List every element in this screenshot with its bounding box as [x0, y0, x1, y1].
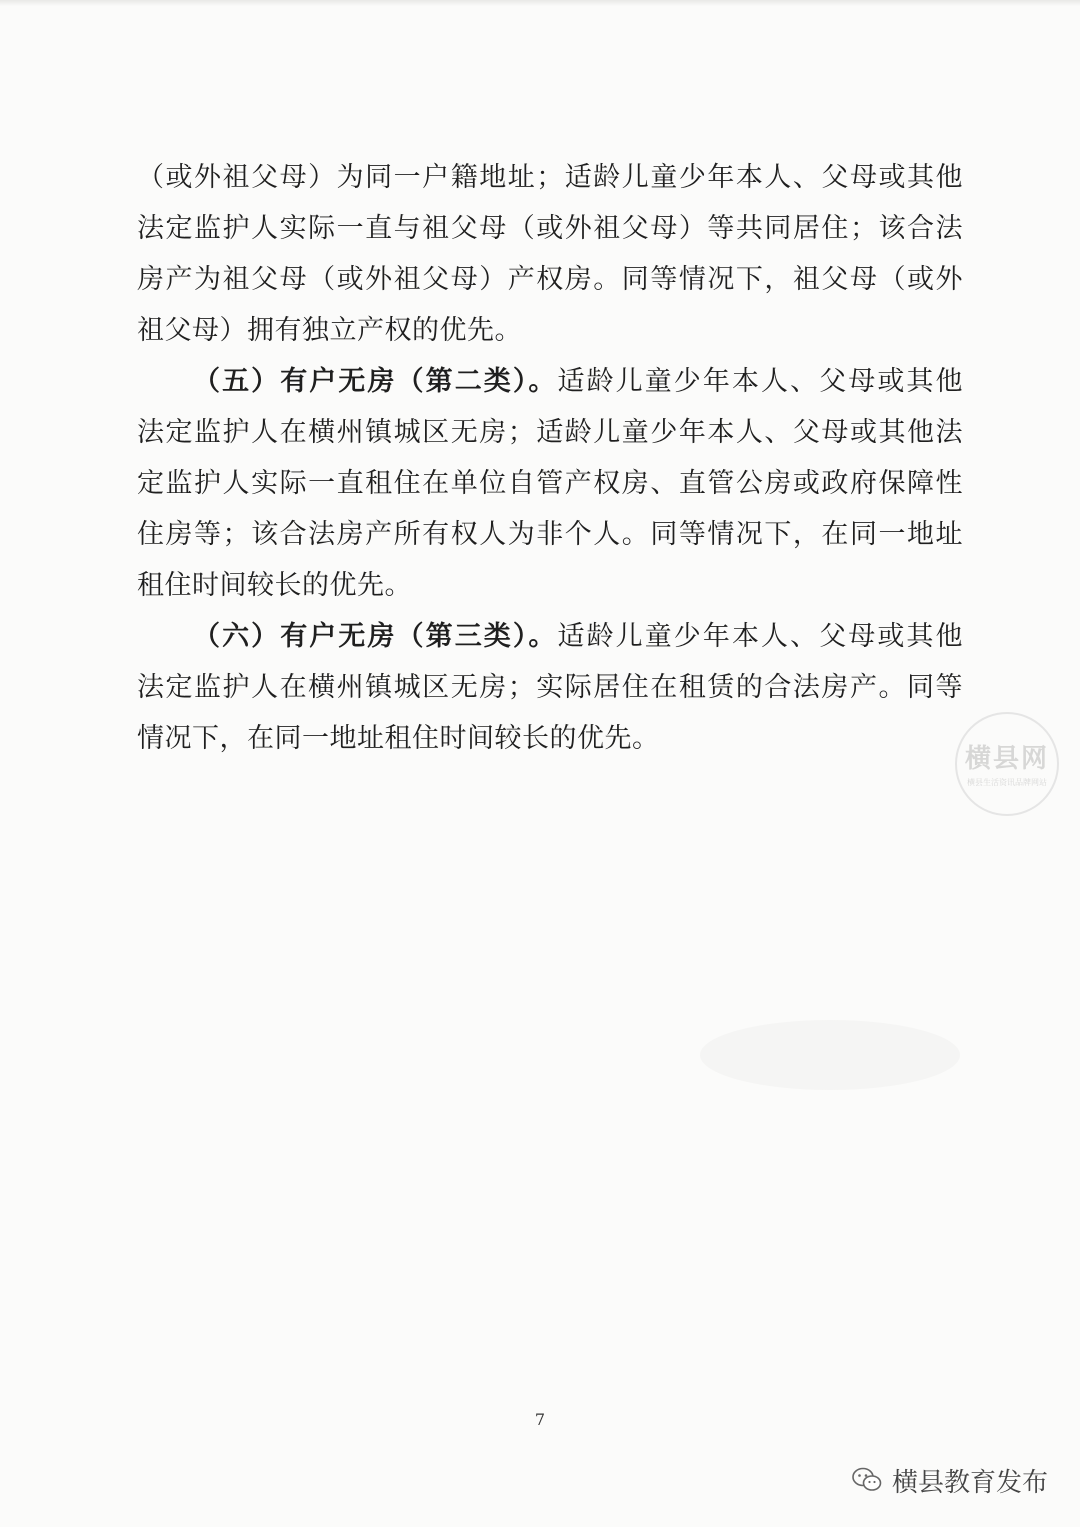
body-line-1: （或外祖父母）为同一户籍地址；适龄儿童少年本人、父母或其他	[137, 162, 963, 193]
page-number: 7	[534, 1410, 546, 1429]
section-6-line-2: 法定监护人在横州镇城区无房；实际居住在租赁的合法房产。同等	[137, 672, 963, 703]
watermark-title: 横县网	[964, 744, 1049, 774]
section-5-line-3: 定监护人实际一直租住在单位自管产权房、直管公房或政府保障性	[137, 468, 963, 499]
footer-brand[interactable]	[852, 1460, 1048, 1500]
section-6-last-line: 情况下，在同一地址租住时间较长的优先。	[137, 723, 660, 754]
document-body	[137, 152, 963, 764]
section-6-first-line-text: 适龄儿童少年本人、父母或其他	[557, 621, 963, 652]
watermark-stamp	[955, 712, 1059, 816]
wechat-icon	[852, 1467, 882, 1493]
scan-smudge	[700, 1020, 960, 1090]
section-5-first-line	[137, 356, 963, 407]
section-6-heading: （六）有户无房（第三类）。	[193, 621, 558, 652]
section-5-last-line: 租住时间较长的优先。	[137, 570, 412, 601]
body-line-4: 祖父母）拥有独立产权的优先。	[137, 315, 522, 346]
scan-edge	[0, 0, 1080, 6]
watermark-subtitle: 横县生活资讯品牌网站	[967, 778, 1047, 787]
section-5-line-2: 法定监护人在横州镇城区无房；适龄儿童少年本人、父母或其他法	[137, 417, 963, 448]
body-line-2: 法定监护人实际一直与祖父母（或外祖父母）等共同居住；该合法	[137, 213, 963, 244]
section-5-first-line-text: 适龄儿童少年本人、父母或其他	[557, 366, 963, 397]
body-line-3: 房产为祖父母（或外祖父母）产权房。同等情况下，祖父母（或外	[137, 264, 963, 295]
footer-brand-name: 横县教育发布	[891, 1467, 1048, 1498]
section-5-line-4: 住房等；该合法房产所有权人为非个人。同等情况下，在同一地址	[137, 519, 963, 550]
section-5-heading: （五）有户无房（第二类）。	[193, 366, 558, 397]
section-6-first-line	[137, 611, 963, 662]
